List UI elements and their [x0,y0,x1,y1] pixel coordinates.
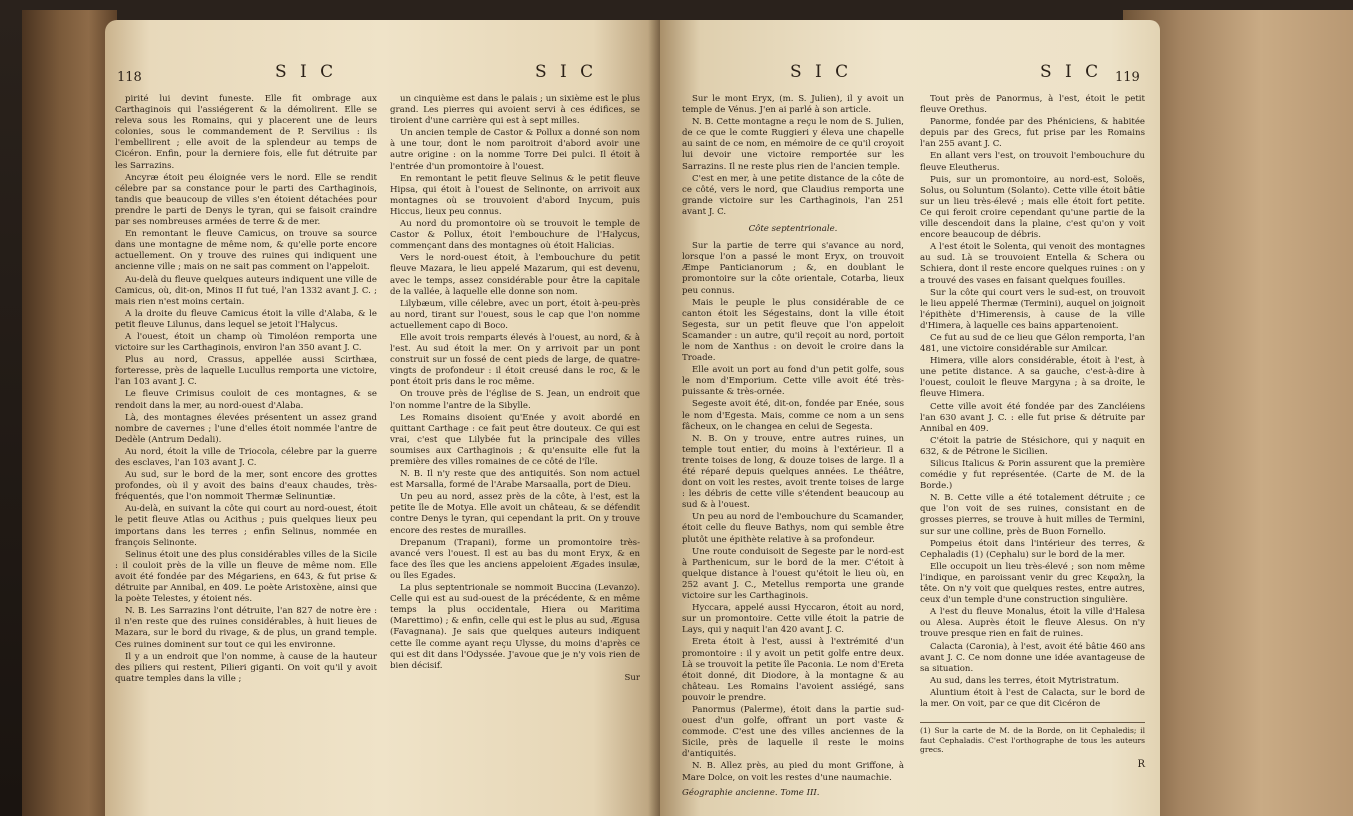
paragraph: N. B. Cette montagne a reçu le nom de S. Julien, de ce que le comte Ruggieri y éleva une chapelle au saint de ce nom, en mémoire de ce qu'il croyoit lui devoir une victoire remportée sur les Sarrazins. Il ne reste plus rien de l'ancien temple. [682,117,904,172]
paragraph: Les Romains disoient qu'Enée y avoit abordé en quittant Carthage : ce fait peut être douteux. Ce qui est vrai, c'est que Lilybée fut la principale des villes soumises aux Carthaginois ; & qu'ensuite elle fut la première des villes romaines de ce côté de l'île. [390,412,640,467]
paragraph: Ereta étoit à l'est, aussi à l'extrémité d'un promontoire : il y avoit un petit golfe entre deux. Là se trouvoit la petite île Paconia. Le nom d'Ereta étoit donné, dit Diodore, à la montagne & au château. Les Romains l'avoient assiégé, sans pouvoir le prendre. [682,637,904,703]
paragraph: N. B. Il n'y reste que des antiquités. Son nom actuel est Marsalla, formé de l'Arabe Marsaalla, port de Dieu. [390,469,640,491]
paragraph: Le fleuve Crimisus couloit de ces montagnes, & se rendoit dans la mer, au nord-ouest d'Alaba. [115,389,377,411]
paragraph: Panorme, fondée par des Phéniciens, & habitée depuis par des Grecs, fut prise par les Romains l'an 255 avant J. C. [920,117,1145,150]
book-cover-left [22,10,117,816]
paragraph: Au-delà du fleuve quelques auteurs indiquent une ville de Camicus, où, dit-on, Minos II fut tué, l'an 1332 avant J. C. ; mais rien n'est moins certain. [115,274,377,307]
paragraph: Au-delà, en suivant la côte qui court au nord-ouest, étoit le petit fleuve Atlas ou Acithus ; puis quelques lieux peu importans dans les terres ; enfin Selinus, nommée en françois Selinonte. [115,504,377,548]
paragraph: Ancyræ étoit peu éloignée vers le nord. Elle se rendit célebre par sa constance pour le parti des Carthaginois, tandis que beaucoup de villes s'en étoient détachées pour prendre le parti de Denys le tyran, qui se faisoit craindre par ses nombreuses armées de terre & de mer. [115,172,377,228]
footer-title: Géographie ancienne. Tome III. [682,787,820,798]
paragraph: Sur la partie de terre qui s'avance au nord, lorsque l'on a passé le mont Eryx, on trouvoit Æmpe Panticianorum ; &, en doublant le promontoire sur la côte orientale, Cotarba, lieux peu connus. [682,241,904,296]
running-head: S I C [275,62,338,82]
paragraph: En allant vers l'est, on trouvoit l'embouchure du fleuve Eleutherus. [920,151,1145,173]
paragraph: On trouve près de l'église de S. Jean, un endroit que l'on nomme l'antre de la Sibylle. [390,389,640,411]
left-page [105,20,660,816]
paragraph: Elle avoit trois remparts élevés à l'ouest, au nord, & à l'est. Au sud étoit la mer. On y arrivoit par un pont construit sur un fossé de cent pieds de large, de quatre-vingts de profondeur : il étoit creusé dans le roc, & le pont étoit pris dans le roc même. [390,332,640,388]
text-column-1 [682,94,904,799]
paragraph: Au nord, étoit la ville de Triocola, célebre par la guerre des esclaves, l'an 103 avant J. C. [115,446,377,468]
paragraph: Puis, sur un promontoire, au nord-est, Soloës, Solus, ou Soluntum (Solanto). Cette ville étoit bâtie sur un lieu très-élevé ; mais elle étoit fort petite. Ce qui feroit croire cependant qu'une partie de la ville descendoit dans la plaine, c'est qu'on y voit encore beaucoup de débris. [920,174,1145,241]
paragraph: Aluntium étoit à l'est de Calacta, sur le bord de la mer. On voit, par ce que dit Cicéron de [920,687,1145,709]
paragraph: Cette ville avoit été fondée par des Zancléiens l'an 630 avant J. C. : elle fut prise & détruite par Annibal en 409. [920,401,1145,434]
paragraph: un cinquième est dans le palais ; un sixième est le plus grand. Les pierres qui avoient servi à ces édifices, se tiroient d'une carrière qui est à sept milles. [390,94,640,127]
text-column-1 [115,94,377,686]
paragraph: N. B. Cette ville a été totalement détruite ; ce que l'on voit de ses ruines, consistant en de grosses pierres, se trouve à huit milles de Termini, sur sur une colline, près de Buon Fornello. [920,493,1145,537]
paragraph: Pompeius étoit dans l'intérieur des terres, & Cephaladis (1) (Cephalu) sur le bord de la mer. [920,538,1145,560]
paragraph: Hyccara, appelé aussi Hyccaron, étoit au nord, sur un promontoire. Cette ville étoit la patrie de Lays, qui y naquit l'an 420 avant J. C. [682,603,904,636]
running-head-right-col: S I C [535,62,598,82]
paragraph: Elle avoit un port au fond d'un petit golfe, sous le nom d'Emporium. Cette ville avoit été très-puissante & très-ornée. [682,365,904,398]
paragraph: Un ancien temple de Castor & Pollux a donné son nom à une tour, dont le nom paroitroit d'abord avoir une autre origine : on la nomme Torre Dei pulci. Il étoit à l'entrée d'un promontoire à l'ouest. [390,128,640,172]
paragraph: Drepanum (Trapani), forme un promontoire très-avancé vers l'ouest. Il est au bas du mont Eryx, & en face des îles que les anciens appeloient Ægades insulæ, ou îles Egades. [390,537,640,581]
paragraph: Elle occupoit un lieu très-élevé ; son nom même l'indique, en paroissant venir du grec Κεφαλη, la tête. On n'y voit que quelques restes, entre autres, ceux d'un temple d'une construction singulière. [920,561,1145,606]
running-head-right-col: S I C [1040,62,1103,82]
text-column-2 [390,94,640,684]
paragraph: A l'est du fleuve Monalus, étoit la ville d'Halesa ou Alesa. Auprès étoit le fleuve Alesus. On n'y trouve presque rien en fait de ruines. [920,607,1145,640]
text-column-2 [920,94,1145,770]
page-number: 119 [1115,70,1140,85]
paragraph: pirité lui devint funeste. Elle fit ombrage aux Carthaginois qui l'assiégerent & la démolirent. Elle se releva sous les Romains, qui y placerent une de leurs colonies, sous le commandement de P. Servilius : ils l'embellirent ; elle avoit de la splendeur au temps de Cicéron. Enfin, pour la derniere fois, elle fut détruite par les Sarrazins. [115,94,377,171]
paragraph: N. B. Allez près, au pied du mont Griffone, à Mare Dolce, on voit les restes d'une naumachie. [682,761,904,783]
paragraph: Sur la côte qui court vers le sud-est, on trouvoit le lieu appelé Thermæ (Termini), auquel on joignoit l'épithète d'Himerensis, à cause de la ville d'Himera, à laquelle ces bains appartenoient. [920,287,1145,331]
paragraph: N. B. Les Sarrazins l'ont détruite, l'an 827 de notre ère : il n'en reste que des ruines considérables, à huit lieues de Mazara, sur le bord du rivage, & de plus, un grand temple. Ces ruines dominent sur tout ce qui les environne. [115,606,377,650]
running-head: S I C [790,62,853,82]
paragraph: Selinus étoit une des plus considérables villes de la Sicile : il couloit près de la ville un fleuve de même nom. Elle avoit été fondée par des Mégariens, en 643, & fut prise & détruite par Annibal, en 409. Le poète Aristoxène, ainsi que la poète Telestes, y étoient nés. [115,549,377,605]
paragraph: A l'est étoit le Solenta, qui venoit des montagnes au sud. Là se trouvoient Entella & Schera ou Schiera, dont il reste encore quelques ruines : on y a trouvé des vases en faisant quelques fouilles. [920,242,1145,286]
paragraph: A l'ouest, étoit un champ où Timoléon remporta une victoire sur les Carthaginois, environ l'an 350 avant J. C. [115,331,377,354]
paragraph: La plus septentrionale se nommoit Buccina (Levanzo). Celle qui est au sud-ouest de la précédente, & en même temps la plus occidentale, Hiera ou Maritima (Marettimo) ; & enfin, celle qui est le plus au sud, Ægusa (Favagnana). Je sais que quelques auteurs indiquent cette île comme ayant reçu Ulysse, du moins d'après ce qui est dit dans l'Odyssée. J'avoue que je n'y vois rien de bien décisif. [390,583,640,671]
paragraph: Une route conduisoit de Segeste par le nord-est à Parthenicum, sur le bord de la mer. C'étoit à quelque distance à l'ouest qu'étoit le lieu où, en 252 avant J. C., Metellus remporta une grande victoire sur les Carthaginois. [682,546,904,602]
paragraph: Mais le peuple le plus considérable de ce canton étoit les Ségestains, dont la ville étoit Segesta, sur un petit fleuve que l'on appeloit Scamander : un autre, qu'il reçoit au nord, portoit le nom de Xanthus : on devoit le croire dans la Troade. [682,297,904,364]
paragraph: Un peu au nord de l'embouchure du Scamander, étoit celle du fleuve Bathys, nom qui semble être plutôt une épithète relative à sa profondeur. [682,512,904,545]
footnote: (1) Sur la carte de M. de la Borde, on lit Cephaledis; il faut Cephaladis. C'est l'orthographe de tous les auteurs grecs. [920,722,1145,755]
paragraph: C'est en mer, à une petite distance de la côte de ce côté, vers le nord, que Claudius remporta une grande victoire sur les Carthaginois, l'an 251 avant J. C. [682,173,904,217]
paragraph: Au sud, sur le bord de la mer, sont encore des grottes profondes, où il y avoit des bains d'eaux chaudes, très-fréquentés, que l'on nommoit Thermæ Selinuntiæ. [115,470,377,503]
paragraph: Silicus Italicus & Porin assurent que la première comédie y fut représentée. (Carte de M. de la Borde.) [920,459,1145,492]
paragraph: Au nord du promontoire où se trouvoit le temple de Castor & Pollux, étoit l'embouchure de l'Halycus, commençant dans des montagnes où étoit Halicias. [390,219,640,252]
paragraph: Ce fut au sud de ce lieu que Gélon remporta, l'an 481, une victoire considérable sur Amilcar. [920,332,1145,355]
paragraph: Là, des montagnes élevées présentent un assez grand nombre de cavernes ; l'une d'elles étoit nommée l'antre de Dedèle (Antrum Dedali). [115,412,377,445]
paragraph: Segeste avoit été, dit-on, fondée par Enée, sous le nom d'Egesta. Mais, comme ce nom a un sens fâcheux, on le changea en celui de Segesta. [682,399,904,432]
paragraph: Panormus (Palerme), étoit dans la partie sud-ouest d'un golfe, offrant un port vaste & commode. C'est une des villes anciennes de la Sicile, près de laquelle il reste le moins d'antiquités. [682,704,904,760]
paragraph: A la droite du fleuve Camicus étoit la ville d'Alaba, & le petit fleuve Lilunus, dans lequel se jetoit l'Halycus. [115,308,377,330]
paragraph: Il y a un endroit que l'on nomme, à cause de la hauteur des piliers qui restent, Pilieri giganti. On voit qu'il y avoit quatre temples dans la ville ; [115,651,377,684]
paragraph: Plus au nord, Crassus, appellée aussi Scirthæa, forteresse, près de laquelle Lucullus remporta une victoire, l'an 103 avant J. C. [115,355,377,388]
paragraph: En remontant le fleuve Camicus, on trouve sa source dans une montagne de même nom, & qu'elle porte encore actuellement. On y trouve des ruines qui indiquent une ancienne ville ; mais on ne sait pas comment on l'appeloit. [115,229,377,273]
paragraph: Himera, ville alors considérable, étoit à l'est, à une petite distance. A sa gauche, c'est-à-dire à l'ouest, couloit le fleuve Margyna ; à sa droite, le fleuve Himera. [920,356,1145,400]
catchword: Sur [624,672,640,683]
page-number: 118 [117,70,142,85]
paragraph: Vers le nord-ouest étoit, à l'embouchure du petit fleuve Mazara, le lieu appelé Mazarum, qui est devenu, avec le temps, assez considérable pour être la capitale de la vallée, à laquelle elle donne son nom. [390,253,640,297]
paragraph: Calacta (Caronia), à l'est, avoit été bâtie 460 ans avant J. C. Ce nom donne une idée avantageuse de sa situation. [920,641,1145,674]
paragraph: Sur le mont Eryx, (m. S. Julien), il y avoit un temple de Vénus. J'en ai parlé à son article. [682,94,904,116]
paragraph: Tout près de Panormus, à l'est, étoit le petit fleuve Orethus. [920,94,1145,116]
paragraph: En remontant le petit fleuve Selinus & le petit fleuve Hipsa, qui étoit à l'ouest de Selinonte, on arrivoit aux montagnes où se trouvoient d'abord Inycum, puis Hiccus, lieux peu connus. [390,173,640,217]
paragraph: Lilybæum, ville célebre, avec un port, étoit à-peu-près au nord, tirant sur l'ouest, sous le cap que l'on nomme actuellement capo di Boco. [390,298,640,331]
section-title: Côte septentrionale. [748,224,838,235]
paragraph: N. B. On y trouve, entre autres ruines, un temple tout entier, du moins à l'extérieur. Il a trente toises de long, & douze toises de large. Il a été réparé depuis quelques années. Le théâtre, dont on voit les restes, avoit trente toises de large : les débris de cette ville s'étendent beaucoup au sud & à l'ouest. [682,433,904,511]
paragraph: Un peu au nord, assez près de la côte, à l'est, est la petite île de Motya. Elle avoit un château, & se défendit contre Denys le tyran, qui cependant la prit. On y trouve encore des restes de murailles. [390,492,640,536]
signature-mark: R [1137,758,1145,770]
paragraph: Au sud, dans les terres, étoit Mytristratum. [930,675,1119,686]
paragraph: C'étoit la patrie de Stésichore, qui y naquit en 632, & de Pétrone le Sicilien. [920,435,1145,457]
right-page [660,20,1160,816]
